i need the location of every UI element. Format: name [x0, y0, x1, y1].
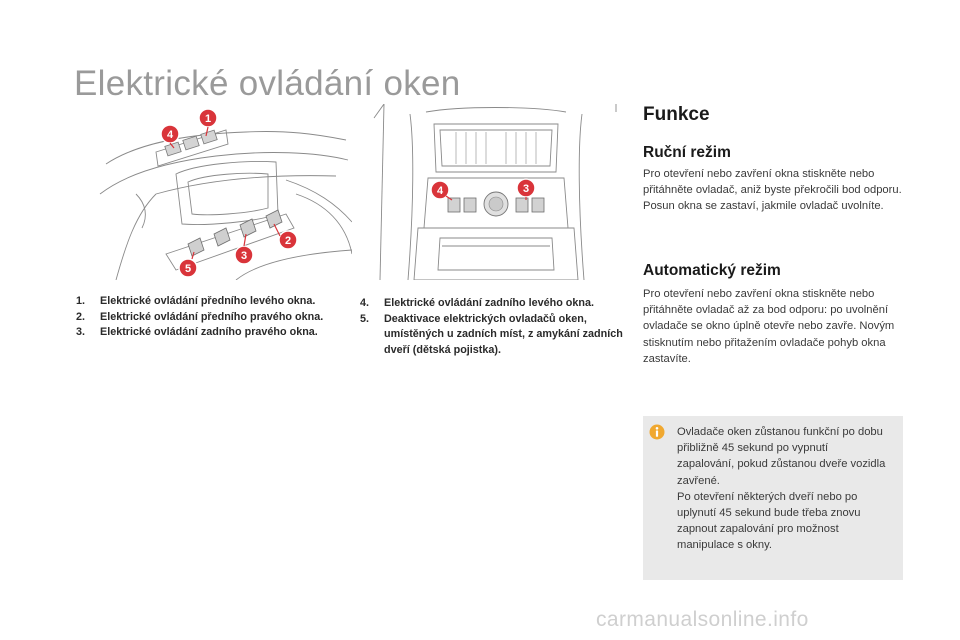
callout-4-label: 4 [166, 129, 174, 141]
caption-text: Elektrické ovládání předního levého okna. [100, 295, 316, 307]
info-note-text [677, 424, 887, 554]
caption-item [76, 310, 326, 326]
callout-3-label: 3 [240, 250, 248, 262]
caption-number: 3. [76, 326, 86, 338]
caption-item [360, 296, 630, 312]
front-door-illustration [96, 104, 352, 280]
caption-item [76, 294, 326, 310]
caption-list-left [76, 294, 326, 341]
caption-number: 4. [360, 297, 370, 309]
page-title: Elektrické ovládání oken [74, 64, 461, 103]
caption-item [360, 312, 630, 359]
callout-3-rear-label: 3 [522, 183, 530, 195]
callout-2-label: 2 [284, 235, 292, 247]
section-title-functions: Funkce [643, 104, 710, 125]
caption-text: Elektrické ovládání zadního levého okna. [384, 297, 595, 309]
caption-text: Deaktivace elektrických ovladačů oken, umístěných u zadních míst, z amykání zadních dveří (dětská pojistka). [384, 312, 623, 356]
caption-text: Elektrické ovládání zadního pravého okna. [100, 326, 318, 338]
manual-mode-text: Pro otevření nebo zavření okna stiskněte nebo přitáhněte ovladač, aniž byste překročili bod odporu. Posun okna se zastaví, jakmile ovladač uvolníte. [643, 168, 902, 213]
auto-mode-text: Pro otevření nebo zavření okna stiskněte nebo přitáhněte ovladač až za bod odporu: po uvolnění ovladače se okno úplně otevře nebo zavře. Novým stisknutím nebo přitažením ovladače pohyb okna zastavíte. [643, 288, 895, 365]
callout-1-label: 1 [204, 113, 212, 125]
rear-console-illustration [370, 104, 620, 280]
info-note-paragraph-2: Po otevření některých dveří nebo po uplynutí 45 sekund bude třeba znovu zapnout zapalování pro možnost manipulace s okny. [677, 490, 861, 552]
caption-number: 1. [76, 295, 86, 307]
subsection-title-auto: Automatický režim [643, 262, 781, 279]
watermark: carmanualsonline.info [596, 608, 809, 631]
callout-4-rear-label: 4 [436, 185, 444, 197]
caption-number: 5. [360, 312, 370, 325]
caption-list-right [360, 296, 630, 358]
subsection-title-manual: Ruční režim [643, 144, 731, 161]
caption-item [76, 325, 326, 341]
info-note [643, 416, 903, 580]
info-icon [649, 424, 665, 440]
caption-text: Elektrické ovládání předního pravého okna. [100, 310, 324, 323]
callout-5-label: 5 [184, 263, 192, 275]
info-note-paragraph-1: Ovladače oken zůstanou funkční po dobu přibližně 45 sekund po vypnutí zapalování, pokud zůstanou dveře vozidla zavřené. [677, 426, 886, 487]
caption-number: 2. [76, 310, 86, 323]
